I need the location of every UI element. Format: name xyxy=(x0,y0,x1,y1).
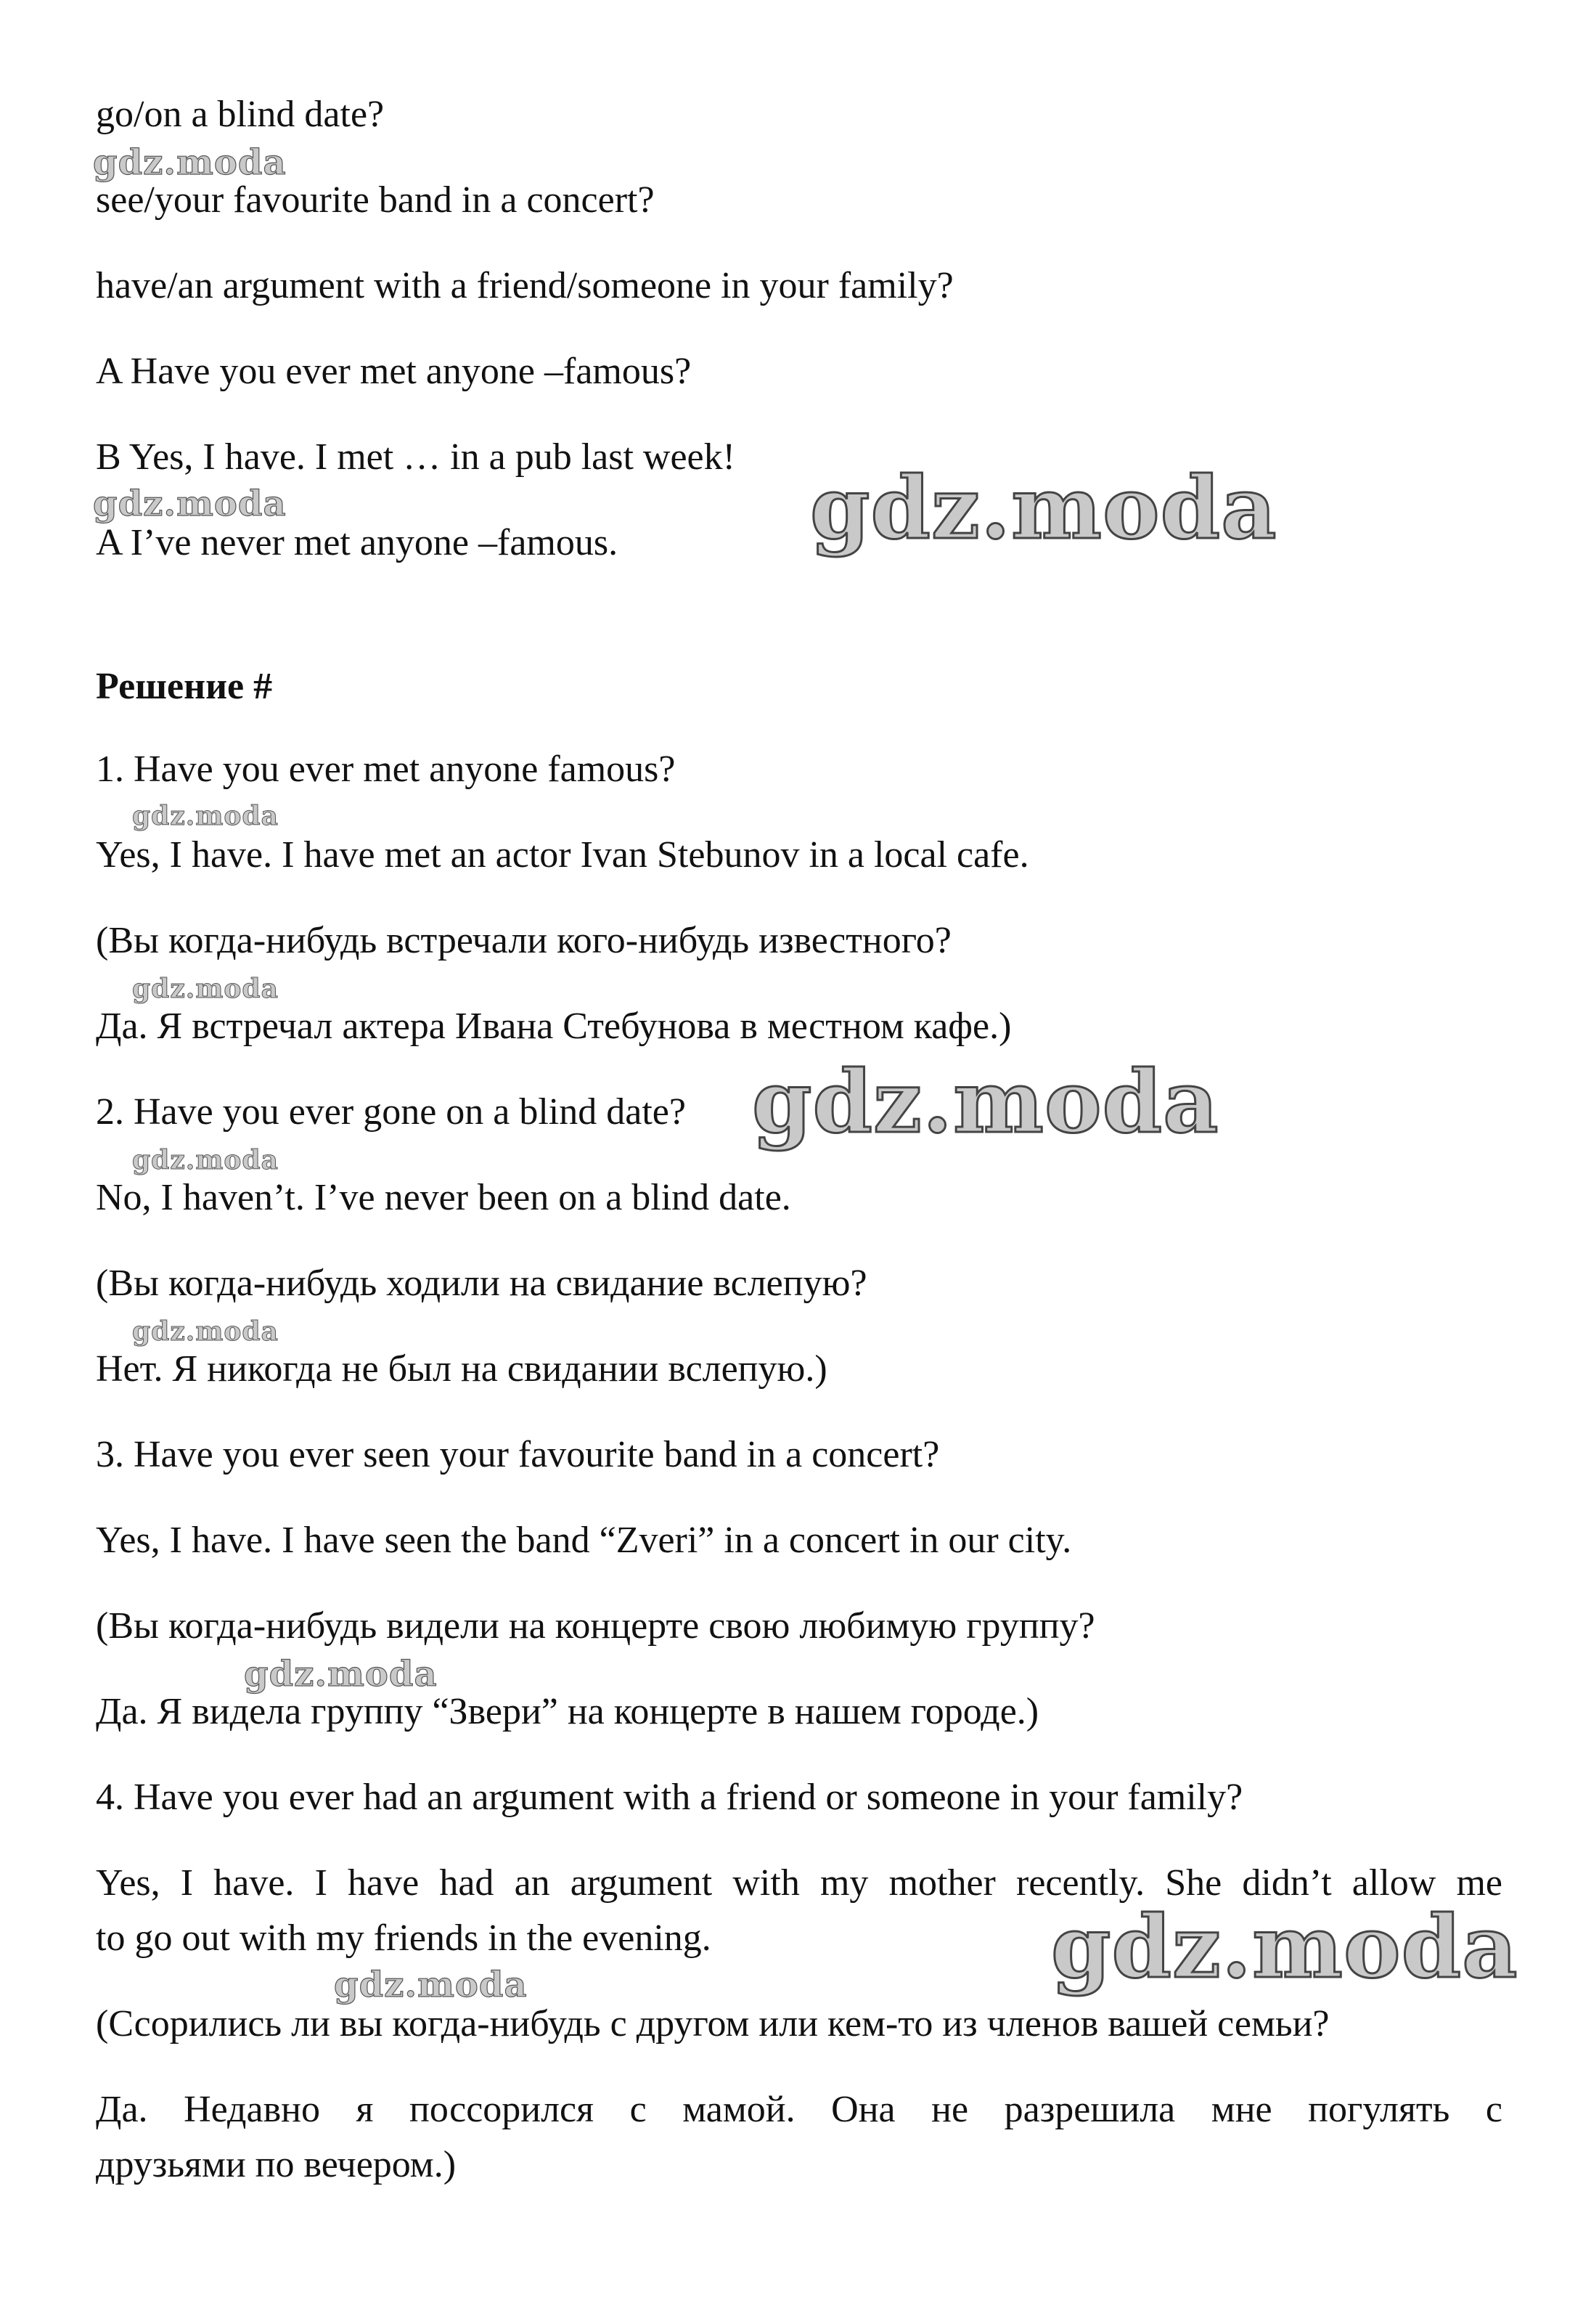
translation-text: (Ссорились ли вы когда-нибудь с другом или кем-то из членов вашей семьи? xyxy=(96,2003,1330,2044)
watermark-logo: gdz.moda xyxy=(132,1316,279,1347)
translation-text: Да. Я видела группу “Звери” на концерте в нашем городе.) xyxy=(96,1691,1039,1732)
example-dialogue-line: A I’ve never met anyone –famous. xyxy=(96,522,618,563)
watermark-logo: gdz.moda xyxy=(93,142,287,183)
translation-text: (Вы когда-нибудь встречали кого-нибудь известного? xyxy=(96,920,952,961)
example-dialogue-line: A Have you ever met anyone –famous? xyxy=(96,351,692,392)
watermark-logo: gdz.moda xyxy=(752,1051,1219,1152)
watermark-logo: gdz.moda xyxy=(244,1654,438,1695)
answer-text: Yes, I have. I have seen the band “Zveri” in a concert in our city. xyxy=(96,1520,1072,1561)
exercise-prompt-line: have/an argument with a friend/someone in your family? xyxy=(96,265,954,306)
watermark-logo: gdz.moda xyxy=(334,1965,528,2005)
answer-question: 2. Have you ever gone on a blind date? xyxy=(96,1091,686,1133)
solution-heading: Решение # xyxy=(96,666,273,707)
answer-text: to go out with my friends in the evening. xyxy=(96,1917,711,1959)
translation-text: Нет. Я никогда не был на свидании вслепую.) xyxy=(96,1348,827,1390)
translation-text: (Вы когда-нибудь видели на концерте свою любимую группу? xyxy=(96,1605,1095,1647)
translation-text: (Вы когда-нибудь ходили на свидание вслепую? xyxy=(96,1263,867,1304)
watermark-logo: gdz.moda xyxy=(132,1145,279,1175)
translation-text: друзьями по вечером.) xyxy=(96,2144,457,2185)
exercise-prompt-line: go/on a blind date? xyxy=(96,94,385,135)
answer-question: 3. Have you ever seen your favourite band in a concert? xyxy=(96,1434,940,1475)
watermark-logo: gdz.moda xyxy=(1051,1896,1518,1997)
translation-text: Да. Недавно я поссорился с мамой. Она не разрешила мне погулять с xyxy=(96,2089,1502,2130)
translation-text: Да. Я встречал актера Ивана Стебунова в местном кафе.) xyxy=(96,1006,1012,1047)
answer-question: 4. Have you ever had an argument with a friend or someone in your family? xyxy=(96,1777,1243,1818)
example-dialogue-line: B Yes, I have. I met … in a pub last week! xyxy=(96,436,735,478)
watermark-logo: gdz.moda xyxy=(810,457,1277,558)
watermark-logo: gdz.moda xyxy=(132,801,279,831)
answer-text: No, I haven’t. I’ve never been on a blind date. xyxy=(96,1177,791,1218)
answer-text: Yes, I have. I have had an argument with my mother recently. She didn’t allow me xyxy=(96,1862,1502,1904)
watermark-logo: gdz.moda xyxy=(93,484,287,524)
answer-question: 1. Have you ever met anyone famous? xyxy=(96,749,676,790)
exercise-prompt-line: see/your favourite band in a concert? xyxy=(96,179,655,221)
watermark-logo: gdz.moda xyxy=(132,974,279,1004)
answer-text: Yes, I have. I have met an actor Ivan Stebunov in a local cafe. xyxy=(96,834,1029,876)
